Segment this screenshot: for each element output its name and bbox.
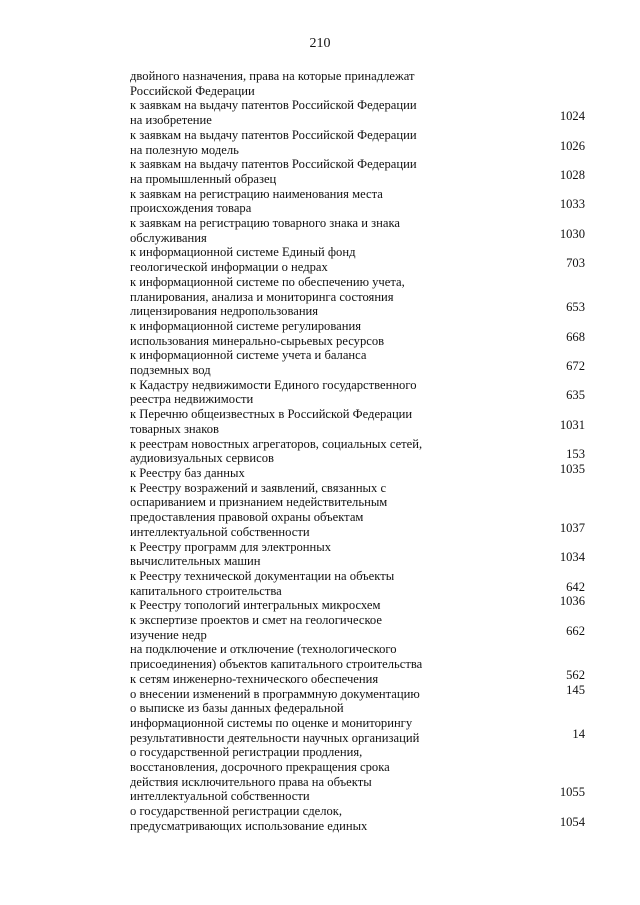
index-entry-page-ref: 1055 [559, 785, 585, 800]
index-entry-text-line: капитального строительства [130, 583, 282, 598]
index-entry-text-line: к информационной системе Единый фонд [130, 245, 356, 260]
index-entry [130, 216, 585, 245]
index-entry-page-ref: 653 [566, 300, 585, 315]
index-entry [130, 187, 585, 216]
index-entry [130, 378, 585, 407]
index-entry [130, 682, 585, 702]
index-entry-page-ref: 153 [566, 447, 585, 462]
index-entry-text-line: к заявкам на выдачу патентов Российской Федерации [130, 157, 417, 172]
index-entry [130, 319, 585, 348]
index-entry-page-ref: 14 [572, 726, 585, 741]
index-entry-text-line: аудиовизуальных сервисов [130, 451, 274, 466]
index-entry-text-line: о выписке из базы данных федеральной [130, 701, 344, 716]
index-entry [130, 461, 585, 481]
index-entries [130, 69, 585, 834]
index-entry-text-line: геологической информации о недрах [130, 260, 328, 275]
index-entry-page-ref: 662 [566, 623, 585, 638]
index-entry-text-line: к реестрам новостных агрегаторов, социальных сетей, [130, 436, 423, 451]
index-entry-text-line: оспариванием и признанием недействительным [130, 495, 388, 510]
index-entry-text-line: к сетям инженерно-технического обеспечения [130, 671, 379, 686]
index-entry-text-line: интеллектуальной собственности [130, 524, 310, 539]
index-entry-page-ref: 1054 [559, 814, 585, 829]
index-entry-text-line: к Перечню общеизвестных в Российской Федерации [130, 407, 413, 422]
index-entry-page-ref: 668 [566, 329, 585, 344]
index-entry-text-line: к Реестру возражений и заявлений, связанных с [130, 480, 387, 495]
index-entry-text-line: к информационной системе по обеспечению учета, [130, 274, 405, 289]
index-entry-page-ref: 145 [566, 682, 585, 697]
index-entry-text-line: изучение недр [130, 627, 207, 642]
index-entry [130, 437, 585, 466]
index-entry-page-ref: 1034 [559, 550, 585, 565]
index-entry-page-ref: 1026 [559, 138, 585, 153]
index-entry-text-line: обслуживания [130, 230, 207, 245]
index-entry-text-line: к заявкам на выдачу патентов Российской Федерации [130, 98, 417, 113]
index-entry-text-line: к информационной системе регулирования [130, 318, 361, 333]
index-entry-text-line: к экспертизе проектов и смет на геологическое [130, 613, 382, 628]
index-entry [130, 128, 585, 157]
index-entry [130, 540, 585, 569]
index-entry-page-ref: 1030 [559, 226, 585, 241]
index-entry-text-line: на изобретение [130, 113, 212, 128]
index-entry-text-line: о государственной регистрации сделок, [130, 804, 343, 819]
index-entry [130, 348, 585, 377]
index-entry [130, 594, 585, 613]
index-entry-page-ref: 1035 [559, 461, 585, 476]
index-entry-page-ref: 703 [566, 256, 585, 271]
index-entry-text-line: к Реестру топологий интегральных микросхем [130, 598, 381, 613]
index-entry [130, 407, 585, 436]
index-entry-text-line: к заявкам на регистрацию наименования места [130, 186, 383, 201]
index-entry-text-line: к заявкам на выдачу патентов Российской Федерации [130, 127, 417, 142]
index-entry-text-line: на промышленный образец [130, 171, 277, 186]
index-entry-text-line: вычислительных машин [130, 554, 261, 569]
index-entry-page-ref: 1028 [559, 167, 585, 182]
index-entry-text-line: восстановления, досрочного прекращения срока [130, 760, 390, 775]
index-entry-text-line: Российской Федерации [130, 83, 255, 98]
index-entry-page-ref: 1024 [559, 109, 585, 124]
index-entry-page-ref: 672 [566, 359, 585, 374]
index-entry-text-line: предусматривающих использование единых [130, 818, 368, 833]
index-entry [130, 642, 585, 686]
index-entry-text-line: на подключение и отключение (технологического [130, 642, 397, 657]
index-entry-text-line: использования минерально-сырьевых ресурсов [130, 333, 385, 348]
index-entry-text-line: на полезную модель [130, 142, 239, 157]
index-entry-text-line: лицензирования недропользования [130, 304, 319, 319]
index-entry-page-ref: 1031 [559, 417, 585, 432]
index-entry-text-line: к заявкам на регистрацию товарного знака и знака [130, 216, 400, 231]
page-number: 210 [309, 36, 331, 51]
index-entry-text-line: к Реестру программ для электронных [130, 539, 332, 554]
index-entry [130, 701, 585, 745]
index-entry-page-ref: 642 [566, 579, 585, 594]
index-entry-text-line: происхождения товара [130, 201, 252, 216]
index-entry-text-line: двойного назначения, права на которые принадлежат [130, 69, 415, 83]
index-entry-text-line: к Реестру технической документации на объекты [130, 568, 395, 583]
index-entry-text-line: предоставления правовой охраны объектам [130, 510, 364, 525]
index-entry-text-line: к Кадастру недвижимости Единого государственного [130, 377, 417, 392]
index-entry-text-line: информационной системы по оценке и мониторингу [130, 715, 413, 730]
index-entry [130, 245, 585, 274]
index-entry [130, 804, 585, 833]
index-entry [130, 745, 585, 804]
index-entry-text-line: планирования, анализа и мониторинга состояния [130, 289, 394, 304]
index-entry-page-ref: 635 [566, 388, 585, 403]
index-entry-page-ref: 562 [566, 667, 585, 682]
index-entry-text-line: действия исключительного права на объекты [130, 774, 372, 789]
index-entry [130, 275, 585, 319]
index-entry-text-line: присоединения) объектов капитального строительства [130, 657, 423, 672]
index-entry-text-line: интеллектуальной собственности [130, 789, 310, 804]
index-entry [130, 157, 585, 186]
index-entry-page-ref: 1033 [559, 197, 585, 212]
index-entry-text-line: подземных вод [130, 363, 211, 378]
index-entry-text-line: о внесении изменений в программную документацию [130, 686, 420, 701]
index-entry [130, 69, 585, 98]
index-entry-text-line: товарных знаков [130, 421, 219, 436]
index-entry-text-line: результативности деятельности научных организаций [130, 730, 420, 745]
index-entry [130, 98, 585, 127]
index-entry-text-line: к Реестру баз данных [130, 465, 245, 480]
index-entry-page-ref: 1036 [559, 594, 585, 609]
index-entry [130, 481, 585, 540]
index-entry [130, 569, 585, 598]
index-entry-page-ref: 1037 [559, 520, 585, 535]
index-entry-text-line: о государственной регистрации продления, [130, 745, 363, 760]
index-entry-text-line: к информационной системе учета и баланса [130, 348, 367, 363]
index-entry [130, 613, 585, 642]
index-entry-text-line: реестра недвижимости [130, 392, 254, 407]
